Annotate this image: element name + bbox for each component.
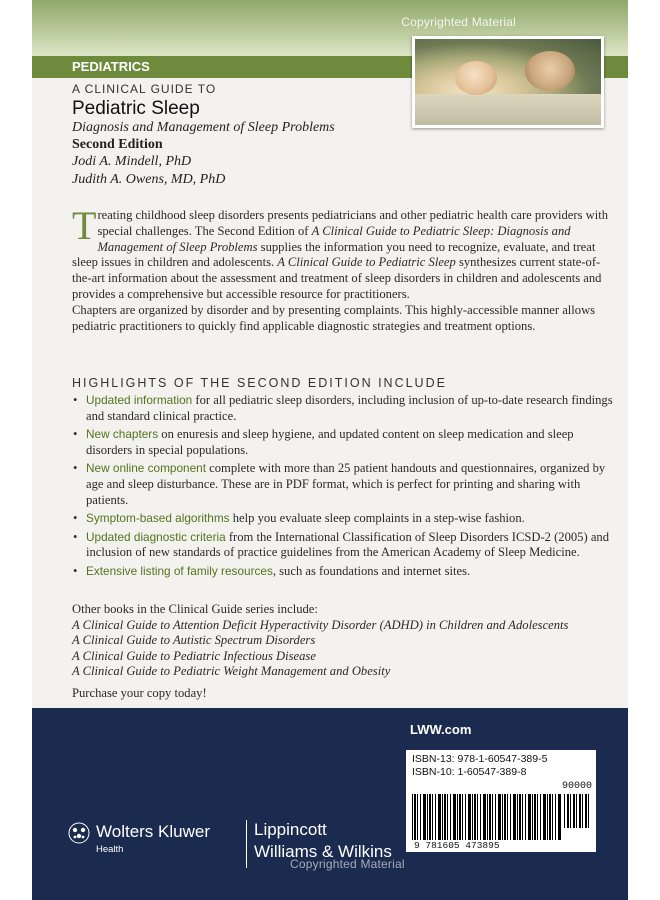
highlight-lead: Updated information (86, 393, 193, 407)
highlight-text: from the International Classification of Sleep Disorders ICSD-2 (2005) and inclusion of new standards of practice guidelines from the American Academy of Sleep Medicine. (86, 529, 610, 560)
copyright-watermark-bottom: Copyrighted Material (290, 857, 405, 871)
book-title: Pediatric Sleep (72, 98, 200, 119)
series-label: A CLINICAL GUIDE TO (72, 82, 217, 96)
highlight-text: complete with more than 25 patient handouts and questionnaires, organized by age and sleep disturbance. These are in PDF format, which is perfect for printing and sharing with patients. (86, 461, 606, 507)
book-back-cover (32, 0, 628, 900)
list-item: A Clinical Guide to Autistic Spectrum Disorders (72, 633, 316, 648)
list-item (72, 393, 620, 424)
logo-divider (246, 820, 247, 868)
description-text: supplies the information you need to recognize, evaluate, and treat sleep issues in children and adolescents. (72, 239, 596, 270)
author-1: Jodi A. Mindell, PhD (72, 154, 192, 169)
copyright-watermark-top: Copyrighted Material (401, 15, 516, 29)
description-text: synthesizes current state-of-the-art information about the assessment and treatment of sleep disorders in children and adolescents and provides a comprehensive but accessible resource for practitioners. (72, 255, 602, 301)
description (72, 203, 618, 334)
other-books-section (72, 602, 622, 680)
imprint-line-1: Lippincott (254, 820, 327, 839)
description-paragraph-2: Chapters are organized by disorder and by presenting complaints. This highly-accessible manner allows pediatric practitioners to quickly find applicable diagnostic strategies and treatment options. (72, 302, 596, 333)
barcode-box (406, 750, 596, 852)
isbn-10: ISBN-10: 1-60547-389-8 (412, 766, 527, 778)
category-label: PEDIATRICS (72, 59, 150, 74)
photo-child-head (455, 61, 497, 95)
highlight-text: for all pediatric sleep disorders, including inclusion of up-to-date research findings and standard clinical practice. (86, 393, 613, 423)
edition-label: Second Edition (72, 137, 163, 152)
highlight-lead: Updated diagnostic criteria (86, 529, 226, 544)
book-title-reference: A Clinical Guide to Pediatric Sleep (277, 255, 456, 270)
barcode (412, 794, 562, 840)
drop-cap: T (72, 203, 97, 248)
barcode-addon (564, 794, 590, 828)
author-2: Judith A. Owens, MD, PhD (72, 172, 226, 187)
list-item (72, 564, 620, 580)
highlights-section (72, 376, 620, 583)
list-item: A Clinical Guide to Pediatric Infectious Disease (72, 648, 316, 663)
list-item: A Clinical Guide to Pediatric Weight Management and Obesity (72, 664, 391, 679)
list-item: A Clinical Guide to Attention Deficit Hyperactivity Disorder (ADHD) in Children and Adolescents (72, 617, 569, 632)
description-paragraph-1 (72, 203, 618, 303)
highlight-lead: New chapters (86, 427, 159, 442)
highlight-lead: New online component (86, 461, 207, 476)
list-item (72, 511, 620, 527)
highlight-text: on enuresis and sleep hygiene, and updated content on sleep medication and sleep disorders in special populations. (86, 427, 574, 457)
description-text: reating childhood sleep disorders presents pediatricians and other pediatric health care providers with special challenges. The Second Edition of (97, 208, 609, 238)
cover-photo (412, 36, 604, 128)
highlight-text: help you evaluate sleep complaints in a step-wise fashion. (229, 511, 525, 526)
title-block (72, 82, 335, 189)
photo-parent-head (525, 51, 575, 91)
highlight-lead: Extensive listing of family resources (86, 563, 273, 578)
highlights-list (72, 393, 620, 580)
publisher-division: Health (96, 844, 124, 855)
other-books-intro: Other books in the Clinical Guide series include: (72, 602, 318, 616)
list-item (72, 530, 620, 561)
barcode-addon-number: 90000 (562, 781, 593, 792)
list-item (72, 461, 620, 508)
book-subtitle: Diagnosis and Management of Sleep Problems (72, 120, 335, 135)
barcode-number: 9 781605 473895 (414, 840, 500, 851)
wolters-kluwer-icon (68, 822, 90, 844)
book-title-reference: A Clinical Guide to Pediatric Sleep: Diagnosis and Management of Sleep Problems (97, 223, 571, 254)
publisher-name: Wolters Kluwer (96, 822, 210, 841)
website-label: LWW.com (410, 722, 472, 737)
highlights-heading: HIGHLIGHTS OF THE SECOND EDITION INCLUDE (72, 376, 447, 390)
highlight-lead: Symptom-based algorithms (86, 511, 230, 526)
photo-blanket (415, 94, 604, 128)
imprint-line-2: Williams & Wilkins (254, 842, 392, 861)
highlight-text: , such as foundations and internet sites. (272, 563, 471, 578)
other-books-list (72, 618, 622, 680)
isbn-13: ISBN-13: 978-1-60547-389-5 (412, 753, 548, 765)
list-item (72, 427, 620, 458)
purchase-cta: Purchase your copy today! (72, 686, 207, 700)
